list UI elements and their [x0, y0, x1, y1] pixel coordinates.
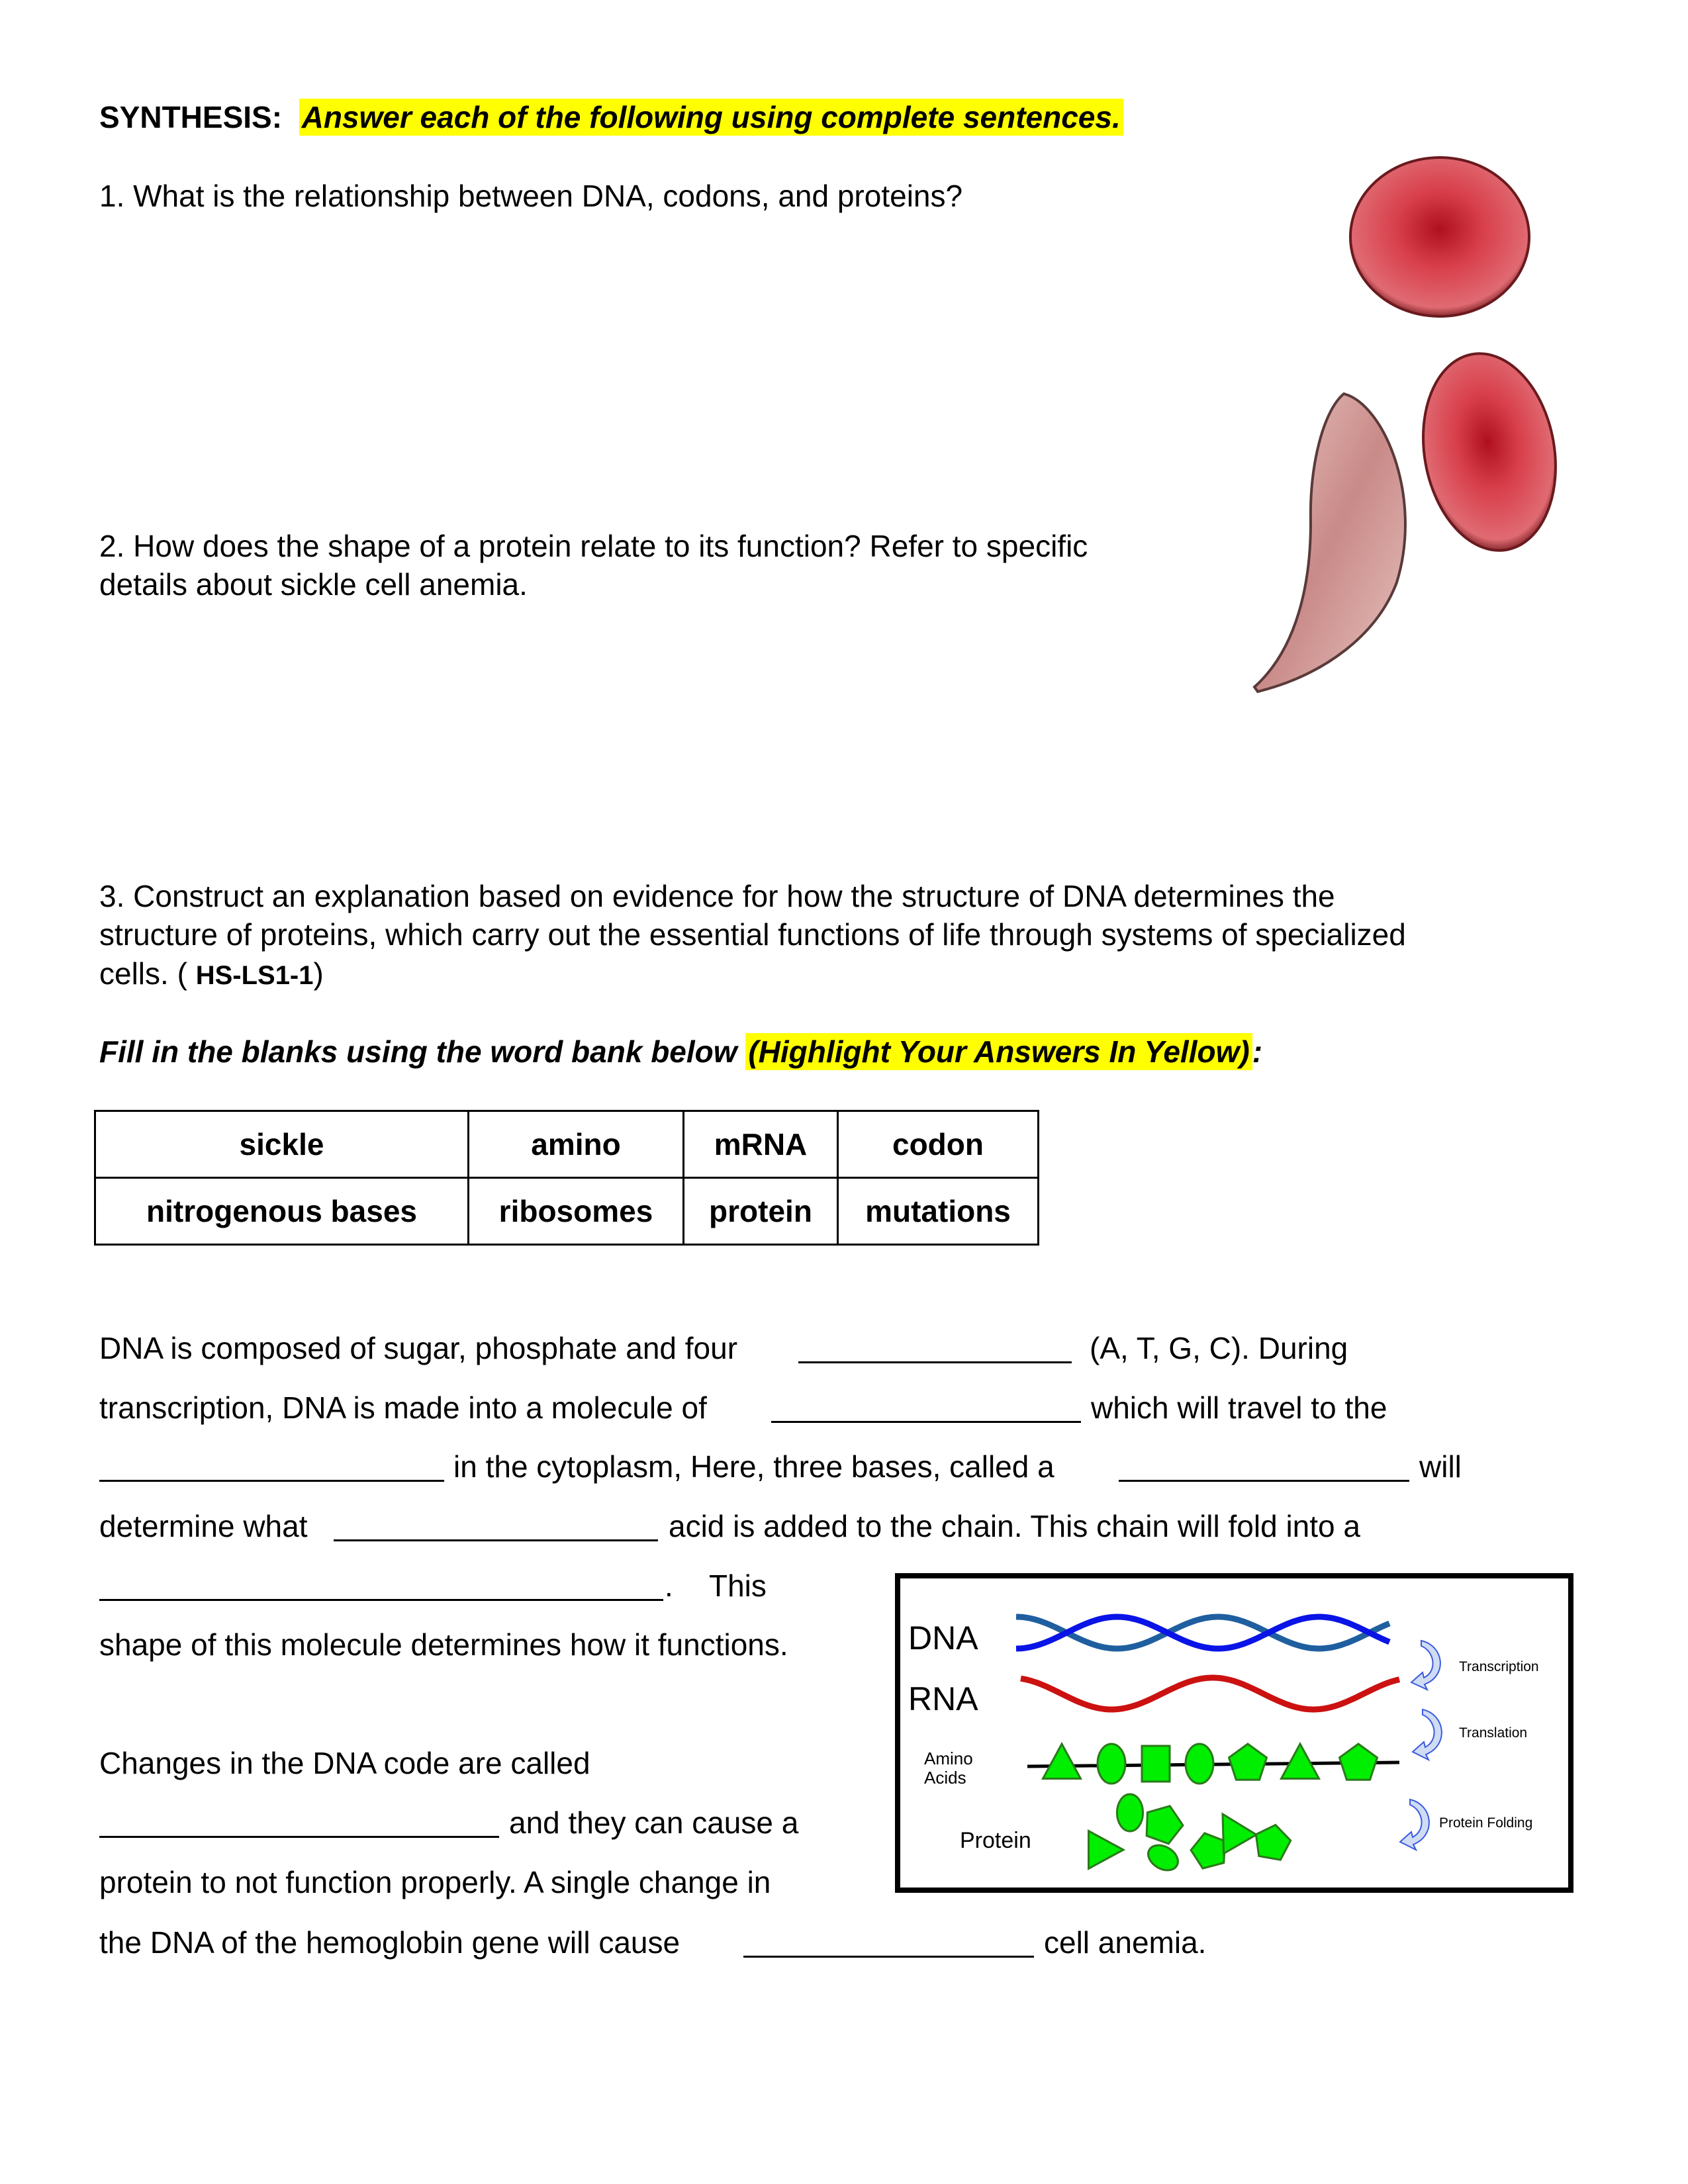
question-1: 1. What is the relationship between DNA, codons, and proteins? [99, 179, 963, 213]
q3-close: ) [313, 956, 324, 991]
word-bank-table [94, 1110, 1039, 1246]
paragraph-text: (A, T, G, C). During [1090, 1331, 1348, 1365]
blank-1[interactable] [798, 1361, 1072, 1363]
blank-6[interactable] [99, 1599, 663, 1601]
paragraph-text: cell anemia. [1044, 1925, 1207, 1960]
blank-7[interactable] [99, 1836, 499, 1838]
amino-acid-shape [1186, 1744, 1213, 1784]
blank-2[interactable] [771, 1421, 1081, 1423]
protein-label: Protein [960, 1828, 1031, 1853]
paragraph-text: shape of this molecule determines how it functions. [99, 1627, 788, 1662]
acids-label: Acids [924, 1768, 966, 1788]
amino-label: Amino [924, 1749, 973, 1768]
paragraph-text: determine what [99, 1509, 308, 1543]
instruction-highlight: Answer each of the following using complete sentences. [299, 99, 1123, 136]
question-2-line-1: 2. How does the shape of a protein relate to its function? Refer to specific [99, 529, 1088, 563]
blank-5[interactable] [334, 1539, 658, 1541]
translation-label: Translation [1459, 1725, 1528, 1741]
blank-3[interactable] [99, 1480, 444, 1482]
paragraph-text: the DNA of the hemoglobin gene will cause [99, 1925, 680, 1960]
q3-text: cells. ( [99, 956, 196, 991]
paragraph-text: . [665, 1569, 673, 1603]
word-bank-cell: ribosomes [469, 1178, 684, 1245]
blank-4[interactable] [1119, 1480, 1409, 1482]
paragraph-text: which will travel to the [1091, 1390, 1387, 1425]
paragraph-text: Changes in the DNA code are called [99, 1746, 590, 1780]
section-label: SYNTHESIS: [99, 100, 283, 134]
word-bank-cell: codon [838, 1111, 1039, 1178]
word-bank-cell: nitrogenous bases [95, 1178, 469, 1245]
word-bank-cell: mRNA [684, 1111, 838, 1178]
rna-label: RNA [908, 1680, 978, 1717]
word-bank-cell: protein [684, 1178, 838, 1245]
paragraph-text: This [709, 1569, 767, 1603]
sickle-cell [1254, 394, 1405, 692]
transcription-label: Transcription [1459, 1659, 1539, 1674]
fill-in-text: Fill in the blanks using the word bank below [99, 1034, 746, 1069]
word-bank-row [95, 1111, 1039, 1178]
synthesis-heading [99, 102, 1123, 132]
paragraph-text: DNA is composed of sugar, phosphate and four [99, 1331, 738, 1365]
word-bank-row [95, 1178, 1039, 1245]
word-bank-cell: amino [469, 1111, 684, 1178]
fill-in-colon: : [1252, 1034, 1263, 1069]
question-3-line-3 [99, 958, 324, 989]
dna-label: DNA [908, 1619, 978, 1657]
protein-folding-label: Protein Folding [1439, 1815, 1533, 1831]
paragraph-text: acid is added to the chain. This chain will fold into a [669, 1509, 1360, 1543]
standard-code: HS-LS1-1 [195, 961, 314, 990]
fill-in-highlight: (Highlight Your Answers In Yellow) [745, 1033, 1252, 1070]
amino-acid-shape [1098, 1744, 1125, 1784]
question-3-line-2: structure of proteins, which carry out the essential functions of life through systems of specialized [99, 917, 1406, 952]
paragraph-text: and they can cause a [509, 1805, 799, 1840]
paragraph-text: in the cytoplasm, Here, three bases, called a [453, 1449, 1055, 1484]
amino-acid-shape [1142, 1746, 1170, 1782]
word-bank-cell: mutations [838, 1178, 1039, 1245]
paragraph-text: protein to not function properly. A single change in [99, 1865, 771, 1899]
paragraph-text: will [1419, 1449, 1462, 1484]
question-3-line-1: 3. Construct an explanation based on evidence for how the structure of DNA determines the [99, 879, 1335, 913]
fill-in-heading [99, 1036, 1262, 1067]
central-dogma-diagram [895, 1573, 1573, 1893]
paragraph-text: transcription, DNA is made into a molecule of [99, 1390, 707, 1425]
question-2-line-2: details about sickle cell anemia. [99, 567, 528, 602]
normal-red-blood-cell [1408, 343, 1570, 561]
word-bank-cell: sickle [95, 1111, 469, 1178]
normal-red-blood-cell [1350, 158, 1529, 316]
blank-8[interactable] [743, 1956, 1034, 1958]
amino-acid-shape [1117, 1794, 1143, 1831]
blood-cells-illustration [1231, 152, 1589, 715]
